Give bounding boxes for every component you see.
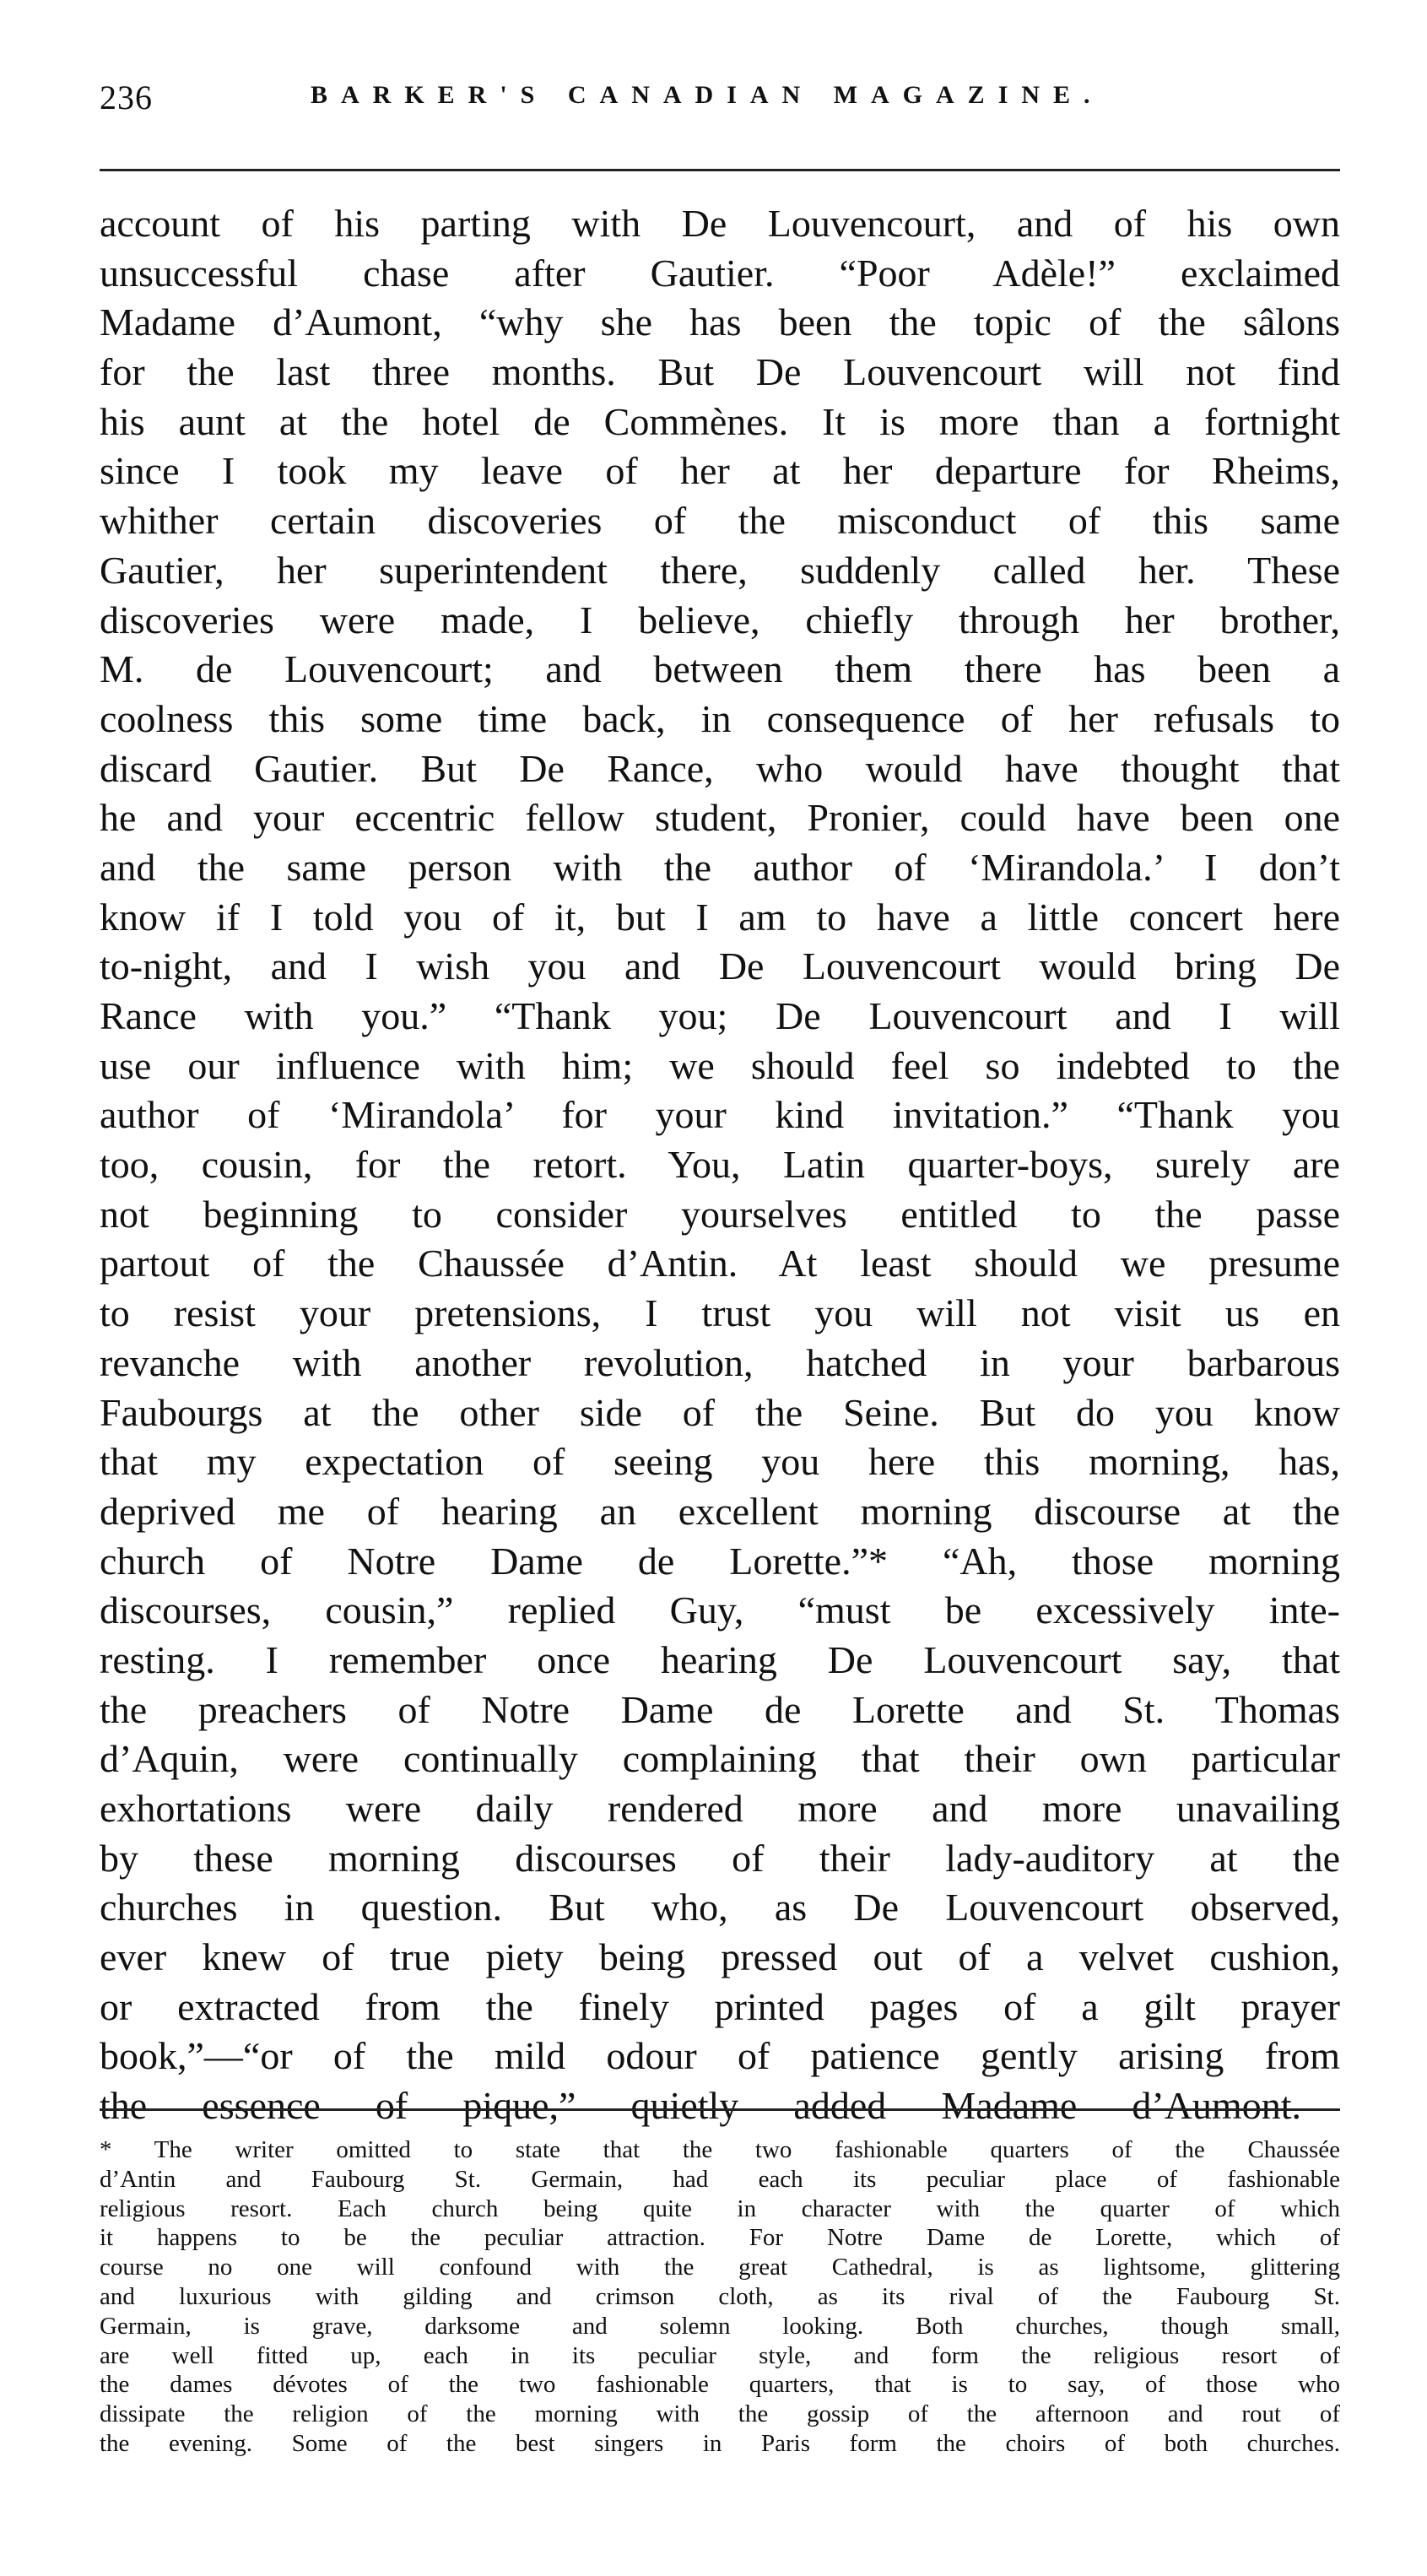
footnote-line: religious resort. Each church being quite in character with the quarter of which	[100, 2194, 1340, 2222]
body-line: use our influence with him; we should feel so indebted to the	[100, 1043, 1340, 1087]
footnote-line: the evening. Some of the best singers in Paris form the choirs of both churches.	[100, 2429, 1340, 2457]
body-line: book,”—“or of the mild odour of patience gently arising from	[100, 2034, 1340, 2078]
body-line: unsuccessful chase after Gautier. “Poor Adèle!” exclaimed	[100, 251, 1340, 295]
body-line: author of ‘Mirandola’ for your kind invitation.” “Thank you	[100, 1093, 1340, 1137]
body-line: or extracted from the finely printed pages of a gilt prayer	[100, 1984, 1340, 2028]
body-text	[100, 199, 1340, 2131]
body-line: know if I told you of it, but I am to have a little concert here	[100, 895, 1340, 939]
body-line: since I took my leave of her at her departure for Rheims,	[100, 449, 1340, 493]
running-title: BARKER'S CANADIAN MAGAZINE.	[311, 81, 1104, 109]
body-line: to resist your pretensions, I trust you will not visit us en	[100, 1291, 1340, 1335]
body-line: revanche with another revolution, hatched in your barbarous	[100, 1340, 1340, 1384]
page-number: 236	[100, 78, 153, 116]
body-line: Madame d’Aumont, “why she has been the topic of the sâlons	[100, 300, 1340, 344]
footnote-line: it happens to be the peculiar attraction. For Notre Dame de Lorette, which of	[100, 2224, 1340, 2252]
body-line: by these morning discourses of their lady-auditory at the	[100, 1836, 1340, 1880]
body-line: discoveries were made, I believe, chiefly through her brother,	[100, 598, 1340, 641]
footnote-line: * The writer omitted to state that the two fashionable quarters of the Chaussée	[100, 2136, 1340, 2163]
body-line: discourses, cousin,” replied Guy, “must be excessively inte-	[100, 1588, 1340, 1632]
body-line: Rance with you.” “Thank you; De Louvencourt and I will	[100, 994, 1340, 1037]
body-line: that my expectation of seeing you here this morning, has,	[100, 1440, 1340, 1484]
body-line: resting. I remember once hearing De Louvencourt say, that	[100, 1637, 1340, 1681]
body-line: whither certain discoveries of the misconduct of this same	[100, 499, 1340, 543]
body-line: for the last three months. But De Louvencourt will not find	[100, 350, 1340, 394]
body-line: not beginning to consider yourselves entitled to the passe	[100, 1192, 1340, 1236]
body-line: and the same person with the author of ‘Mirandola.’ I don’t	[100, 845, 1340, 889]
body-line: Gautier, her superintendent there, suddenly called her. These	[100, 548, 1340, 592]
body-line: discard Gautier. But De Rance, who would have thought that	[100, 746, 1340, 790]
footnote-line: the dames dévotes of the two fashionable quarters, that is to say, of those who	[100, 2371, 1340, 2399]
body-line: Faubourgs at the other side of the Seine. But do you know	[100, 1390, 1340, 1434]
body-line: his aunt at the hotel de Commènes. It is more than a fortnight	[100, 399, 1340, 443]
body-line: to-night, and I wish you and De Louvencourt would bring De	[100, 944, 1340, 988]
footnote-line: d’Antin and Faubourg St. Germain, had each its peculiar place of fashionable	[100, 2165, 1340, 2193]
body-line: account of his parting with De Louvencourt, and of his own	[100, 202, 1340, 245]
body-line: d’Aquin, were continually complaining that their own particular	[100, 1737, 1340, 1781]
body-line: deprived me of hearing an excellent morning discourse at the	[100, 1489, 1340, 1533]
footnote-line: and luxurious with gilding and crimson cloth, as its rival of the Faubourg St.	[100, 2282, 1340, 2310]
body-line: M. de Louvencourt; and between them there has been a	[100, 647, 1340, 691]
body-line: exhortations were daily rendered more and more unavailing	[100, 1787, 1340, 1830]
body-line: the preachers of Notre Dame de Lorette and St. Thomas	[100, 1687, 1340, 1731]
body-line: partout of the Chaussée d’Antin. At least should we presume	[100, 1242, 1340, 1285]
body-line: church of Notre Dame de Lorette.”* “Ah, those morning	[100, 1539, 1340, 1583]
footnote-line: dissipate the religion of the morning with the gossip of the afternoon and rout of	[100, 2400, 1340, 2428]
body-line: the essence of pique,” quietly added Madame d’Aumont.—	[100, 2084, 1340, 2128]
body-line: ever knew of true piety being pressed out of a velvet cushion,	[100, 1935, 1340, 1979]
header-rule	[100, 169, 1340, 171]
footnote-line: are well fitted up, each in its peculiar style, and form the religious resort of	[100, 2341, 1340, 2369]
body-line: churches in question. But who, as De Louvencourt observed,	[100, 1886, 1340, 1929]
footnote-rule	[100, 2108, 1340, 2111]
footnote-line: Germain, is grave, darksome and solemn looking. Both churches, though small,	[100, 2312, 1340, 2340]
footnote	[100, 2135, 1340, 2459]
body-line: too, cousin, for the retort. You, Latin quarter-boys, surely are	[100, 1143, 1340, 1187]
footnote-line: course no one will confound with the great Cathedral, is as lightsome, glittering	[100, 2254, 1340, 2281]
page-header	[100, 78, 1340, 128]
body-line: coolness this some time back, in consequence of her refusals to	[100, 696, 1340, 740]
body-line: he and your eccentric fellow student, Pronier, could have been one	[100, 796, 1340, 840]
